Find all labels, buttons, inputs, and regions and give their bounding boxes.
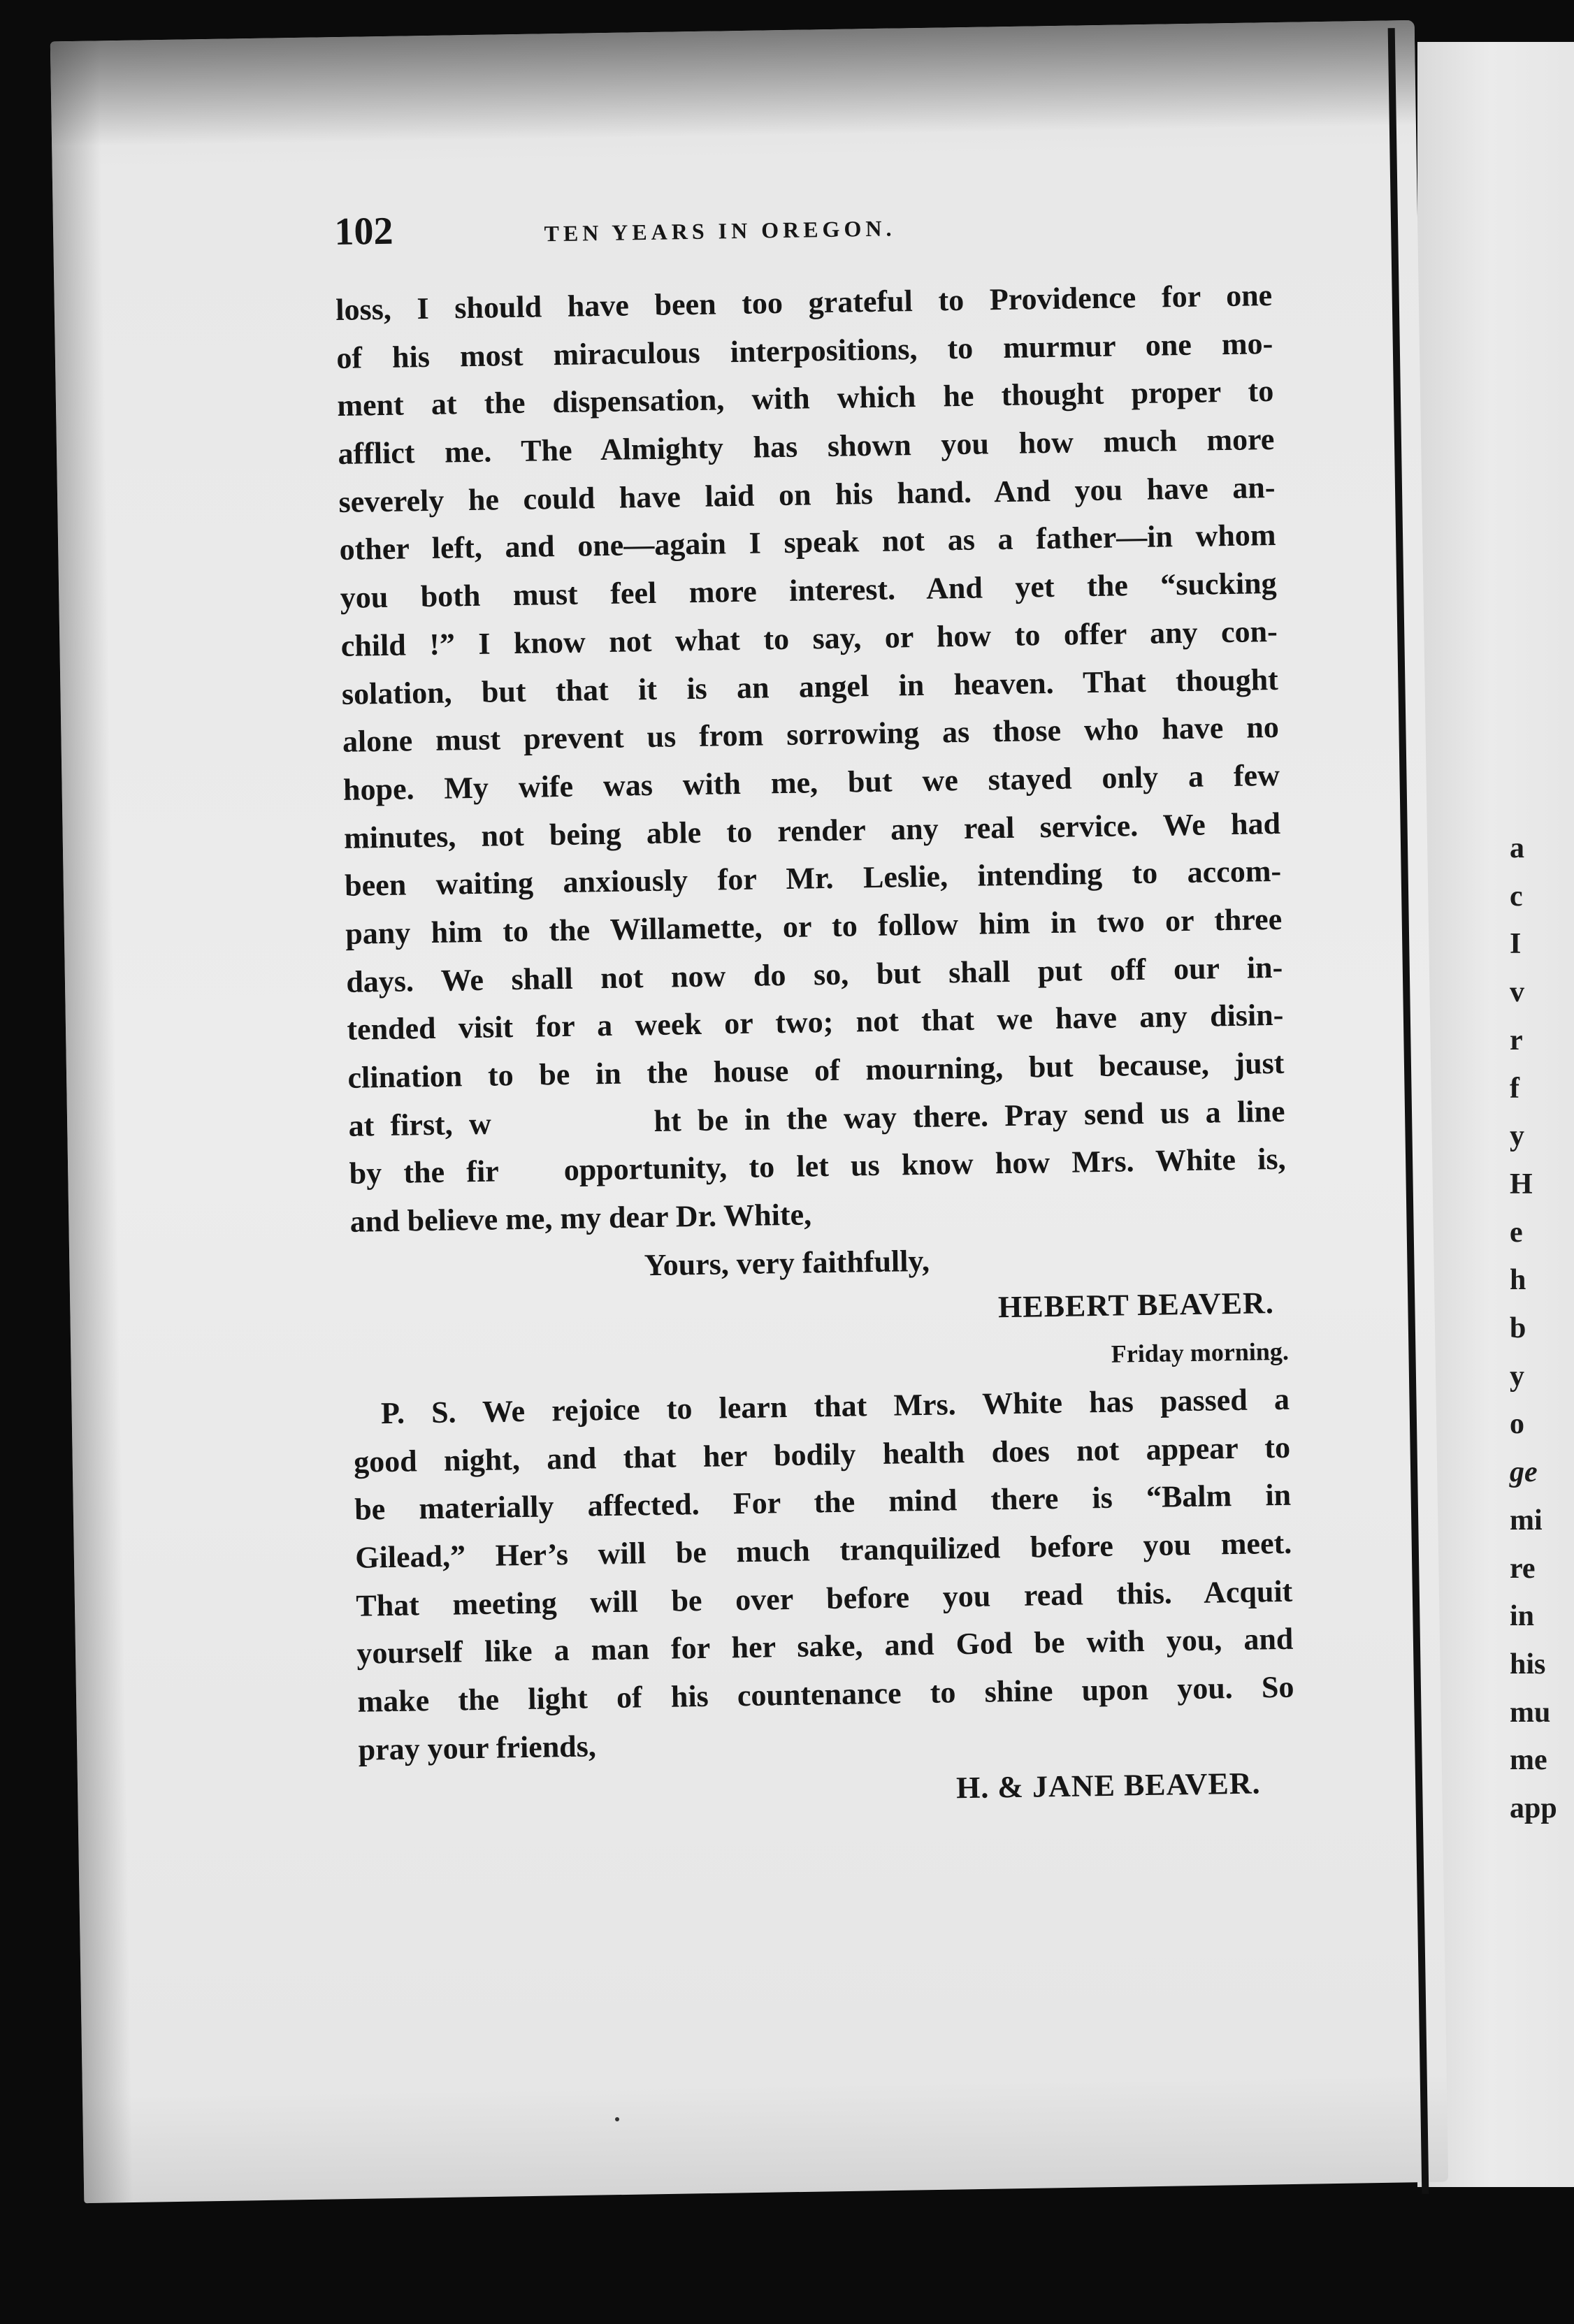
text-line: ment at the dispensation, with which he thought proper to: [337, 374, 1274, 423]
text-line: solation, but that it is an angel in heaven. That thought: [341, 662, 1279, 711]
text-line: clination to be in the house of mourning, but because, just: [347, 1045, 1285, 1095]
signature-2: H. & JANE BEAVER.: [955, 1766, 1261, 1806]
page-number: 102: [334, 209, 394, 254]
facing-page-fragment: c: [1510, 880, 1523, 913]
text-line: pany him to the Willamette, or to follow him in two or three: [345, 901, 1283, 951]
letter-closing: Yours, very faithfully,: [644, 1243, 930, 1282]
text-line: That meeting will be over before you read this. Acquit: [355, 1574, 1293, 1623]
page-header: [334, 195, 1272, 286]
text-line: afflict me. The Almighty has shown you how much more: [338, 421, 1275, 472]
text-line: make the light of his countenance to shine upon you. So: [357, 1669, 1294, 1719]
text-line: and believe me, my dear Dr. White,: [349, 1197, 812, 1239]
text-line: good night, and that her bodily health does not appear to: [353, 1430, 1291, 1479]
text-line: at first, w ht be in the way there. Pray send us a line: [348, 1094, 1285, 1143]
facing-page-fragment: I: [1510, 928, 1522, 961]
text-line: you both must feel more interest. And yet the “sucking: [340, 566, 1277, 616]
facing-page-fragment: me: [1510, 1744, 1547, 1777]
facing-page-fragment: a: [1510, 832, 1524, 864]
text-line: be materially affected. For the mind there is “Balm in: [354, 1477, 1292, 1527]
page-speck: [615, 2117, 619, 2121]
dateline: Friday morning.: [1111, 1337, 1290, 1368]
text-line: by the fir opportunity, to let us know how Mrs. White is,: [349, 1142, 1286, 1191]
facing-page-fragment: b: [1510, 1312, 1526, 1344]
postscript: [353, 1376, 1295, 1774]
text-line: hope. My wife was with me, but we stayed only a few: [342, 757, 1280, 807]
facing-page-fragment: mi: [1510, 1504, 1543, 1537]
facing-page-fragment: ge: [1510, 1456, 1538, 1489]
text-line: been waiting anxiously for Mr. Leslie, intending to accom-: [344, 854, 1282, 903]
text-line: days. We shall not now do so, but shall put off our in-: [345, 950, 1283, 999]
facing-page-fragment: r: [1510, 1024, 1523, 1056]
facing-page-fragment: app: [1510, 1792, 1557, 1824]
facing-page-fragment: in: [1510, 1600, 1535, 1633]
text-line: P. S. We rejoice to learn that Mrs. White has passed a: [380, 1381, 1290, 1430]
facing-page-fragment: f: [1510, 1072, 1519, 1105]
letter-body: [335, 272, 1287, 1247]
facing-page-fragment: y: [1510, 1120, 1524, 1153]
running-title: TEN YEARS IN OREGON.: [544, 215, 896, 247]
facing-page-fragment: h: [1510, 1264, 1526, 1297]
facing-page-fragment: re: [1510, 1552, 1536, 1585]
text-line: Gilead,” Her’s will be much tranquilized before you meet.: [354, 1525, 1292, 1575]
signature: HEBERT BEAVER.: [997, 1286, 1275, 1325]
text-line: severely he could have laid on his hand. And you have an-: [338, 470, 1276, 519]
facing-page-fragment: H: [1510, 1168, 1533, 1200]
facing-page-fragment: v: [1510, 976, 1524, 1009]
text-line: alone must prevent us from sorrowing as those who have no: [342, 710, 1280, 760]
text-line: loss, I should have been too grateful to Providence for one: [335, 277, 1273, 327]
text-line: pray your friends,: [358, 1729, 597, 1767]
facing-page-fragment: mu: [1510, 1696, 1551, 1729]
text-line: minutes, not being able to render any real service. We had: [343, 806, 1281, 855]
facing-page-fragment: y: [1510, 1360, 1524, 1393]
text-line: tended visit for a week or two; not that we have any disin-: [347, 998, 1284, 1047]
text-line: child !” I know not what to say, or how to offer any con-: [340, 613, 1278, 663]
facing-page-fragment: his: [1510, 1648, 1546, 1680]
text-line: of his most miraculous interpositions, to murmur one mo-: [335, 326, 1273, 375]
facing-page-fragment: e: [1510, 1216, 1523, 1249]
text-line: other left, and one—again I speak not as a father—in whom: [339, 518, 1276, 567]
facing-page-fragment: o: [1510, 1408, 1524, 1441]
page-text-block: [334, 195, 1296, 1822]
text-line: yourself like a man for her sake, and God be with you, and: [356, 1621, 1294, 1671]
